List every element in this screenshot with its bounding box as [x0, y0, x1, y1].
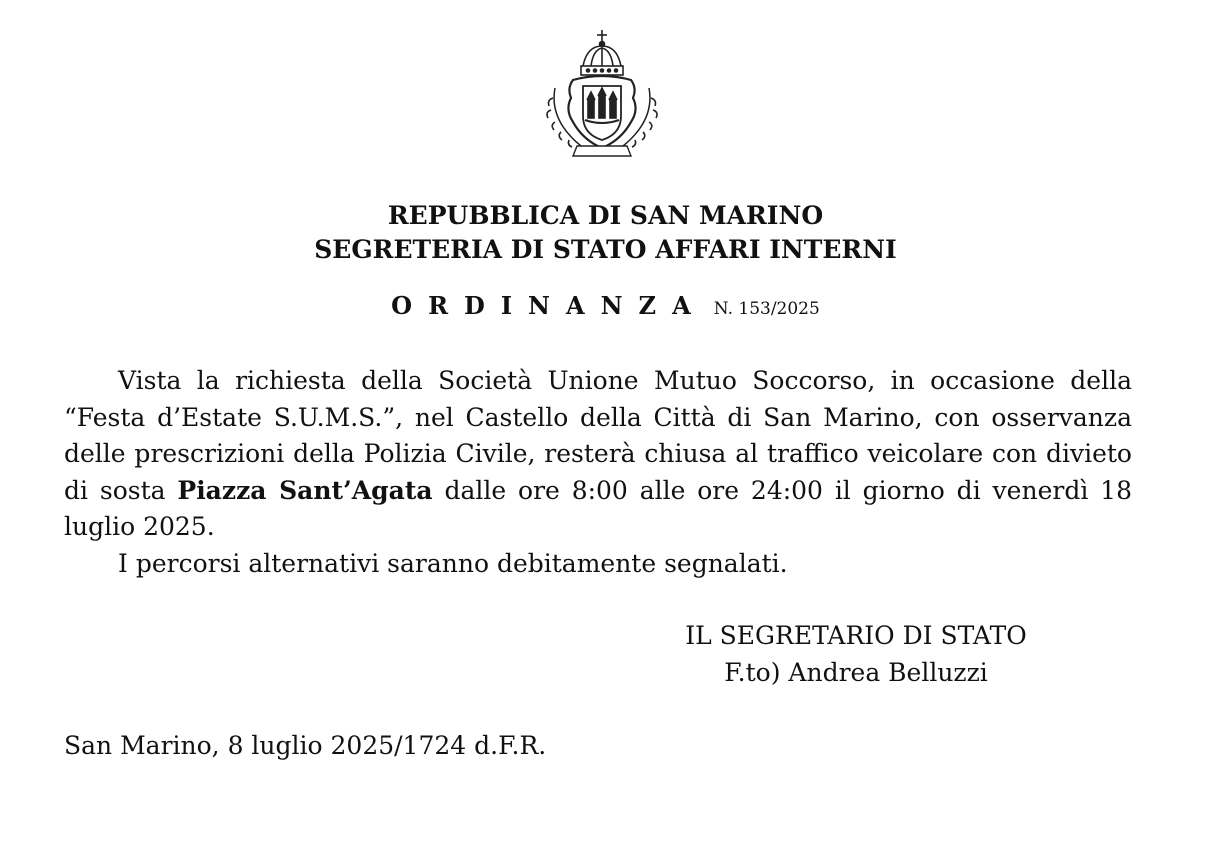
secretariat-heading: SEGRETERIA DI STATO AFFARI INTERNI	[314, 235, 897, 264]
ordinance-body	[64, 363, 1132, 582]
signatory-title: IL SEGRETARIO DI STATO	[685, 621, 1027, 650]
location-name: Piazza Sant’Agata	[177, 475, 433, 505]
body-text-part2: dalle ore 8:00 alle ore 24:00 il giorno di venerdì 18 luglio 2025.	[64, 475, 1132, 541]
ordinance-title-line	[0, 291, 1211, 320]
body-text-part1: Vista la richiesta della Società Unione Mutuo Soccorso, in occasione della “Festa d’Estate S.U.M.S.”, nel Castello della Città di San Marino, con osservanza delle prescrizioni della Polizia Civile, resterà chiusa al traffico veicolare con divieto di sosta	[64, 366, 1132, 505]
signatory-name: F.to) Andrea Belluzzi	[724, 658, 988, 687]
republic-heading: REPUBBLICA DI SAN MARINO	[387, 201, 824, 230]
san-marino-coat-of-arms	[543, 28, 661, 160]
ordinance-title: ORDINANZA	[391, 291, 707, 320]
body-paragraph-1	[64, 363, 1132, 546]
ordinance-number: N. 153/2025	[713, 299, 820, 319]
place-and-date: San Marino, 8 luglio 2025/1724 d.F.R.	[64, 731, 547, 760]
body-paragraph-2: I percorsi alternativi saranno debitamente segnalati.	[118, 548, 788, 578]
